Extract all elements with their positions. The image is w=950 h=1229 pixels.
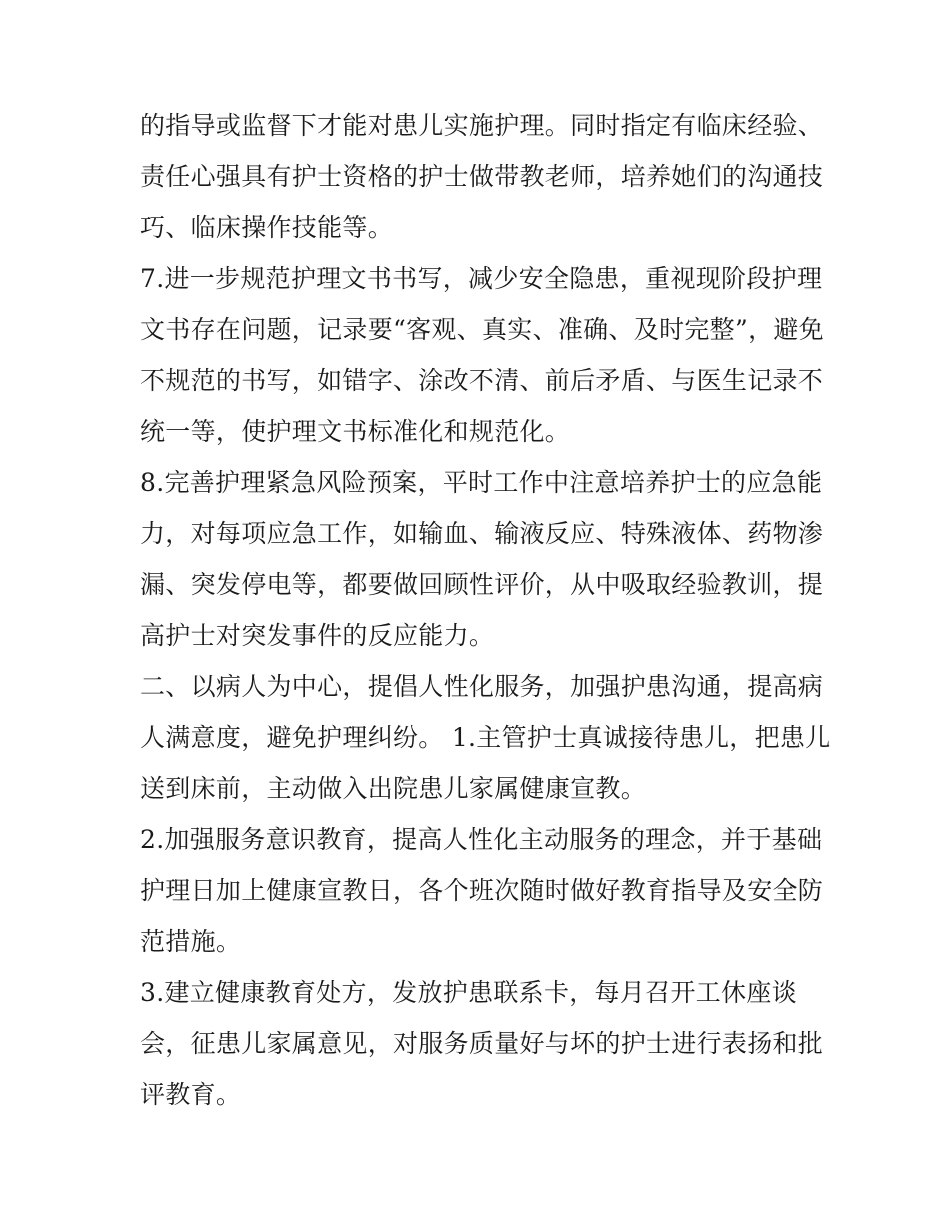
text-line: 7.进一步规范护理文书书写，减少安全隐患，重视现阶段护理 <box>140 264 823 293</box>
document-body <box>140 100 831 1120</box>
text-line: 人满意度，避免护理纠纷。 1.主管护士真诚接待患儿，把患儿 <box>140 723 831 752</box>
text-line: 会，征患儿家属意见，对服务质量好与坏的护士进行表扬和批 <box>140 1029 824 1058</box>
text-line: 文书存在问题，记录要“客观、真实、准确、及时完整”，避免 <box>140 315 824 344</box>
text-line: 高护士对突发事件的反应能力。 <box>140 621 495 650</box>
text-line: 力，对每项应急工作，如输血、输液反应、特殊液体、药物渗 <box>140 519 824 548</box>
text-line: 评教育。 <box>140 1080 242 1109</box>
text-line: 8.完善护理紧急风险预案，平时工作中注意培养护士的应急能 <box>140 468 823 497</box>
text-line: 巧、临床操作技能等。 <box>140 213 394 242</box>
text-line: 范措施。 <box>140 927 242 956</box>
text-line: 护理日加上健康宣教日，各个班次随时做好教育指导及安全防 <box>140 876 824 905</box>
text-line: 不规范的书写，如错字、涂改不清、前后矛盾、与医生记录不 <box>140 366 824 395</box>
text-line: 漏、突发停电等，都要做回顾性评价，从中吸取经验教训，提 <box>140 570 824 599</box>
text-line: 统一等，使护理文书标准化和规范化。 <box>140 417 571 446</box>
text-line: 送到床前，主动做入出院患儿家属健康宣教。 <box>140 774 647 803</box>
text-line: 责任心强具有护士资格的护士做带教老师，培养她们的沟通技 <box>140 162 824 191</box>
text-line: 的指导或监督下才能对患儿实施护理。同时指定有临床经验、 <box>140 111 824 140</box>
text-line: 2.加强服务意识教育，提高人性化主动服务的理念，并于基础 <box>140 825 823 854</box>
text-line: 3.建立健康教育处方，发放护患联系卡，每月召开工休座谈 <box>140 978 797 1007</box>
text-line: 二、以病人为中心，提倡人性化服务，加强护患沟通，提高病 <box>140 672 824 701</box>
